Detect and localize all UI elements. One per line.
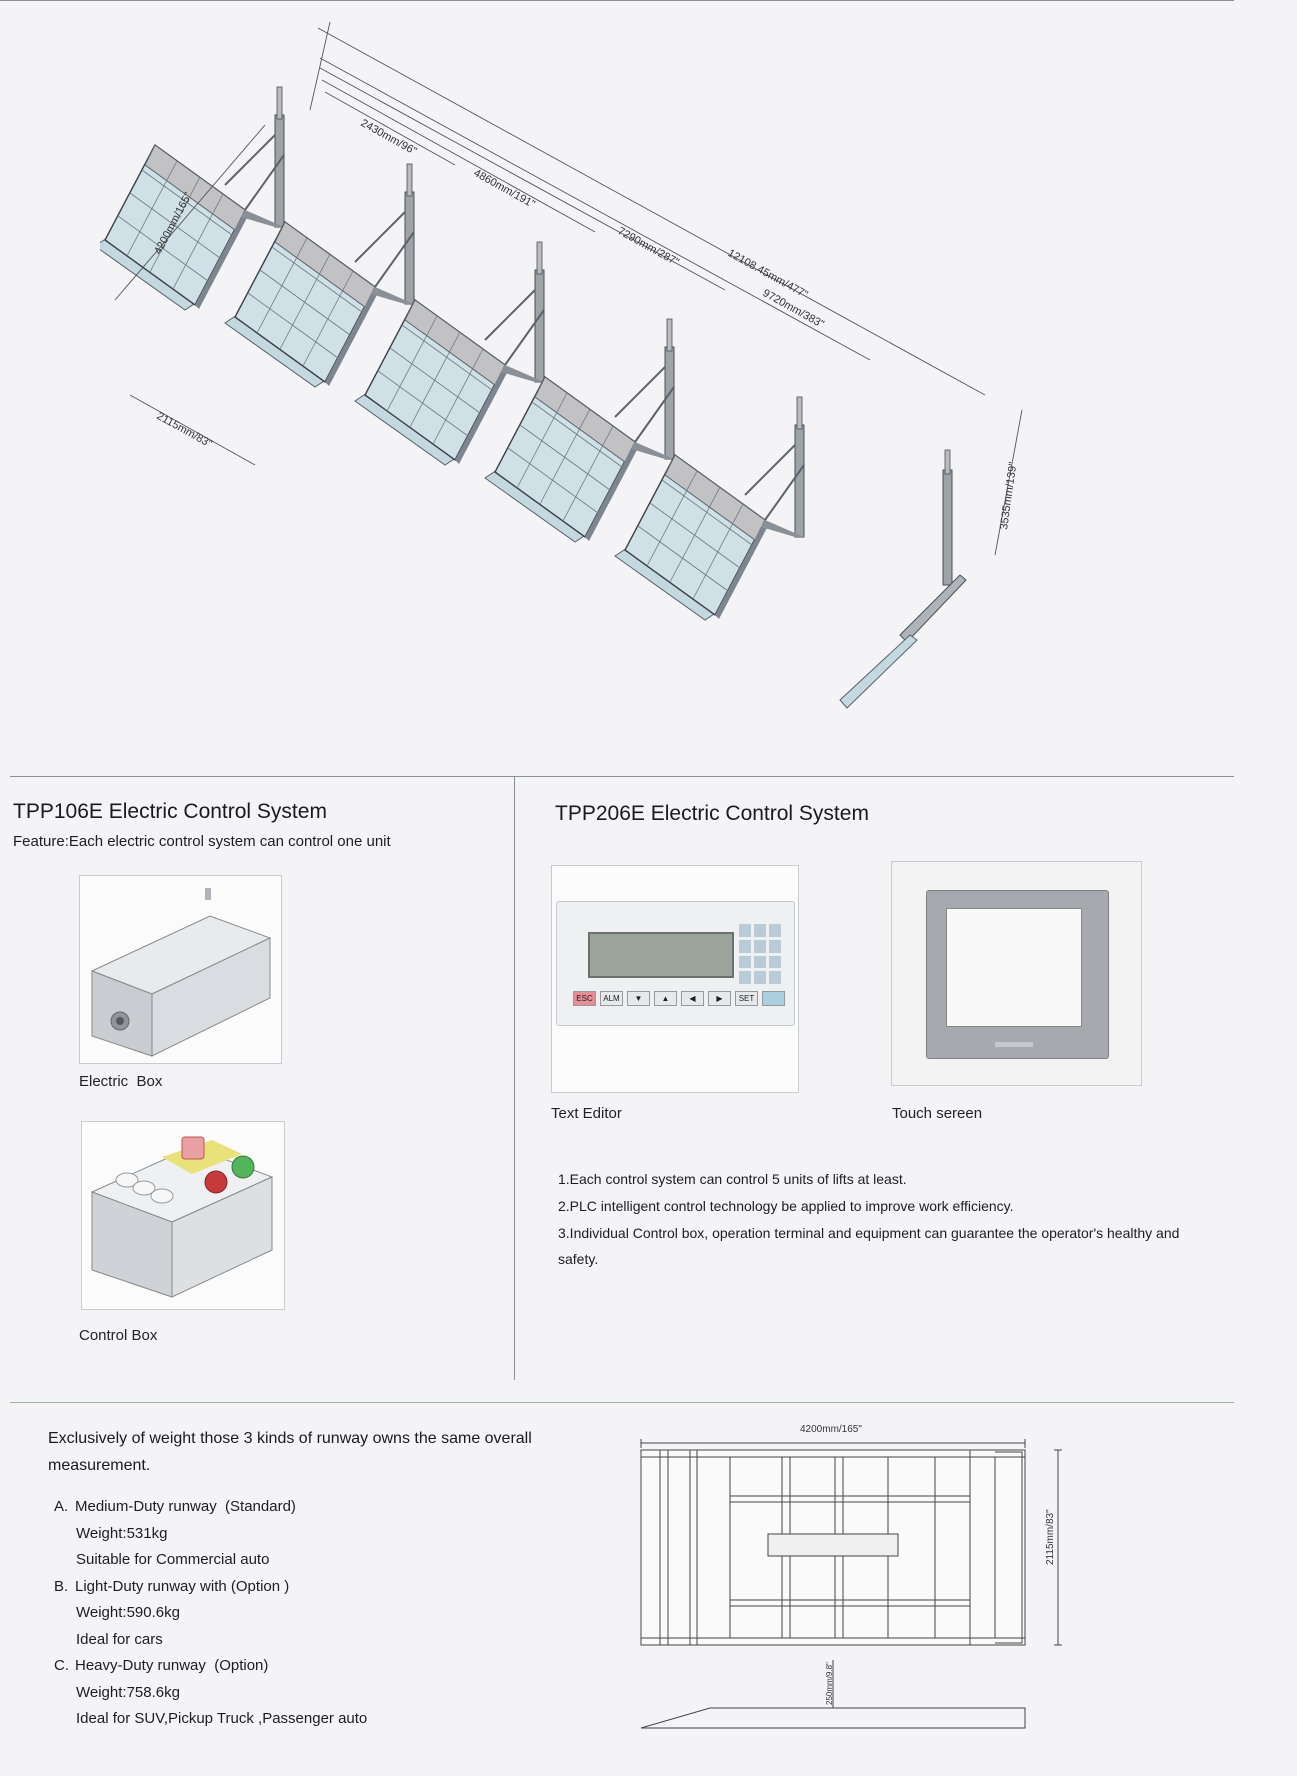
key-up[interactable]: ▲ (654, 991, 677, 1006)
dim-4200: 4200mm/165" (152, 190, 195, 257)
runway-c-use: Ideal for SUV,Pickup Truck ,Passenger auto (76, 1710, 368, 1727)
feature-1: 1.Each control system can control 5 units of lifts at least. (558, 1171, 907, 1187)
text-editor-photo (551, 865, 799, 1093)
runway-a-name: Medium-Duty runway (Standard) (75, 1498, 296, 1515)
touch-screen-device (926, 890, 1109, 1059)
tpp106e-title: TPP106E Electric Control System (13, 800, 327, 823)
text-editor-keys (573, 991, 785, 1006)
key-alm[interactable]: ALM (600, 991, 623, 1006)
touch-screen-logo-strip (995, 1042, 1033, 1047)
control-box-label: Control Box (79, 1327, 158, 1344)
text-editor-numpad (739, 924, 781, 984)
runway-b-name: Light-Duty runway with (Option ) (75, 1577, 290, 1595)
runway-heading: Exclusively of weight those 3 kinds of runway owns the same overall measurement. (48, 1430, 532, 1474)
dim-2115: 2115mm/83" (154, 410, 214, 451)
control-box-image (82, 1122, 284, 1309)
tpp206e-title: TPP206E Electric Control System (555, 802, 869, 825)
key-right[interactable]: ▶ (708, 991, 731, 1006)
runway-spec-list (54, 1494, 367, 1733)
runway-thickness-dim: 250mm/9.8" (825, 1662, 834, 1705)
runway-technical-drawing (630, 1412, 1070, 1742)
key-down[interactable]: ▼ (627, 991, 650, 1006)
dim-9720: 9720mm/383" (760, 287, 826, 331)
section-rule-2 (10, 1402, 1234, 1403)
runway-b: B. Light-Duty runway with (Option ) (54, 1577, 290, 1595)
key-left[interactable]: ◀ (681, 991, 704, 1006)
control-box-photo (81, 1121, 285, 1310)
text-editor-lcd (588, 932, 734, 978)
text-editor-device (556, 901, 795, 1026)
runway-a-use: Suitable for Commercial auto (76, 1551, 270, 1568)
tpp106e-feature: Feature:Each electric control system can control one unit (13, 833, 391, 850)
runway-a: A. Medium-Duty runway (Standard) (54, 1498, 296, 1515)
electric-box-label: Electric Box (79, 1073, 163, 1090)
runway-b-weight: Weight:590.6kg (76, 1604, 180, 1621)
dim-4860: 4860mm/191" (471, 167, 537, 211)
feature-3: 3.Individual Control box, operation terminal and equipment can guarantee the operator's healthy and safety. (558, 1225, 1180, 1267)
parking-lift-isometric-diagram (100, 15, 1040, 725)
text-editor-label: Text Editor (551, 1105, 622, 1122)
touch-screen-label: Touch sereen (892, 1105, 983, 1122)
top-rule (0, 0, 1234, 1)
electric-box-image (80, 876, 281, 1063)
runway-c-weight: Weight:758.6kg (76, 1683, 180, 1701)
tpp206e-features (558, 1172, 1218, 1284)
dim-2430: 2430mm/96" (358, 117, 419, 158)
column-divider (514, 776, 515, 1380)
dim-12108: 12108.45mm/477" (725, 247, 810, 302)
section-rule-1 (10, 776, 1234, 777)
key-esc[interactable]: ESC (573, 991, 596, 1006)
runway-c: C. Heavy-Duty runway (Option) (54, 1657, 269, 1674)
feature-2: 2.PLC intelligent control technology be applied to improve work efficiency. (558, 1198, 1014, 1214)
runway-c-name: Heavy-Duty runway (Option) (75, 1657, 269, 1674)
runway-length-dim: 4200mm/165" (800, 1424, 862, 1435)
key-enter[interactable] (762, 991, 785, 1006)
runway-width-dim: 2115mm/83" (1045, 1509, 1056, 1565)
key-set[interactable]: SET (735, 991, 758, 1006)
electric-box-photo (79, 875, 282, 1064)
dim-7290: 7290mm/287" (615, 225, 681, 269)
end-post (840, 450, 966, 708)
touch-screen-display (946, 908, 1082, 1027)
runway-a-weight: Weight:531kg (76, 1524, 168, 1542)
runway-b-use: Ideal for cars (76, 1630, 163, 1648)
touch-screen-photo (891, 861, 1142, 1086)
dim-3535: 3535mm/139" (998, 461, 1020, 531)
